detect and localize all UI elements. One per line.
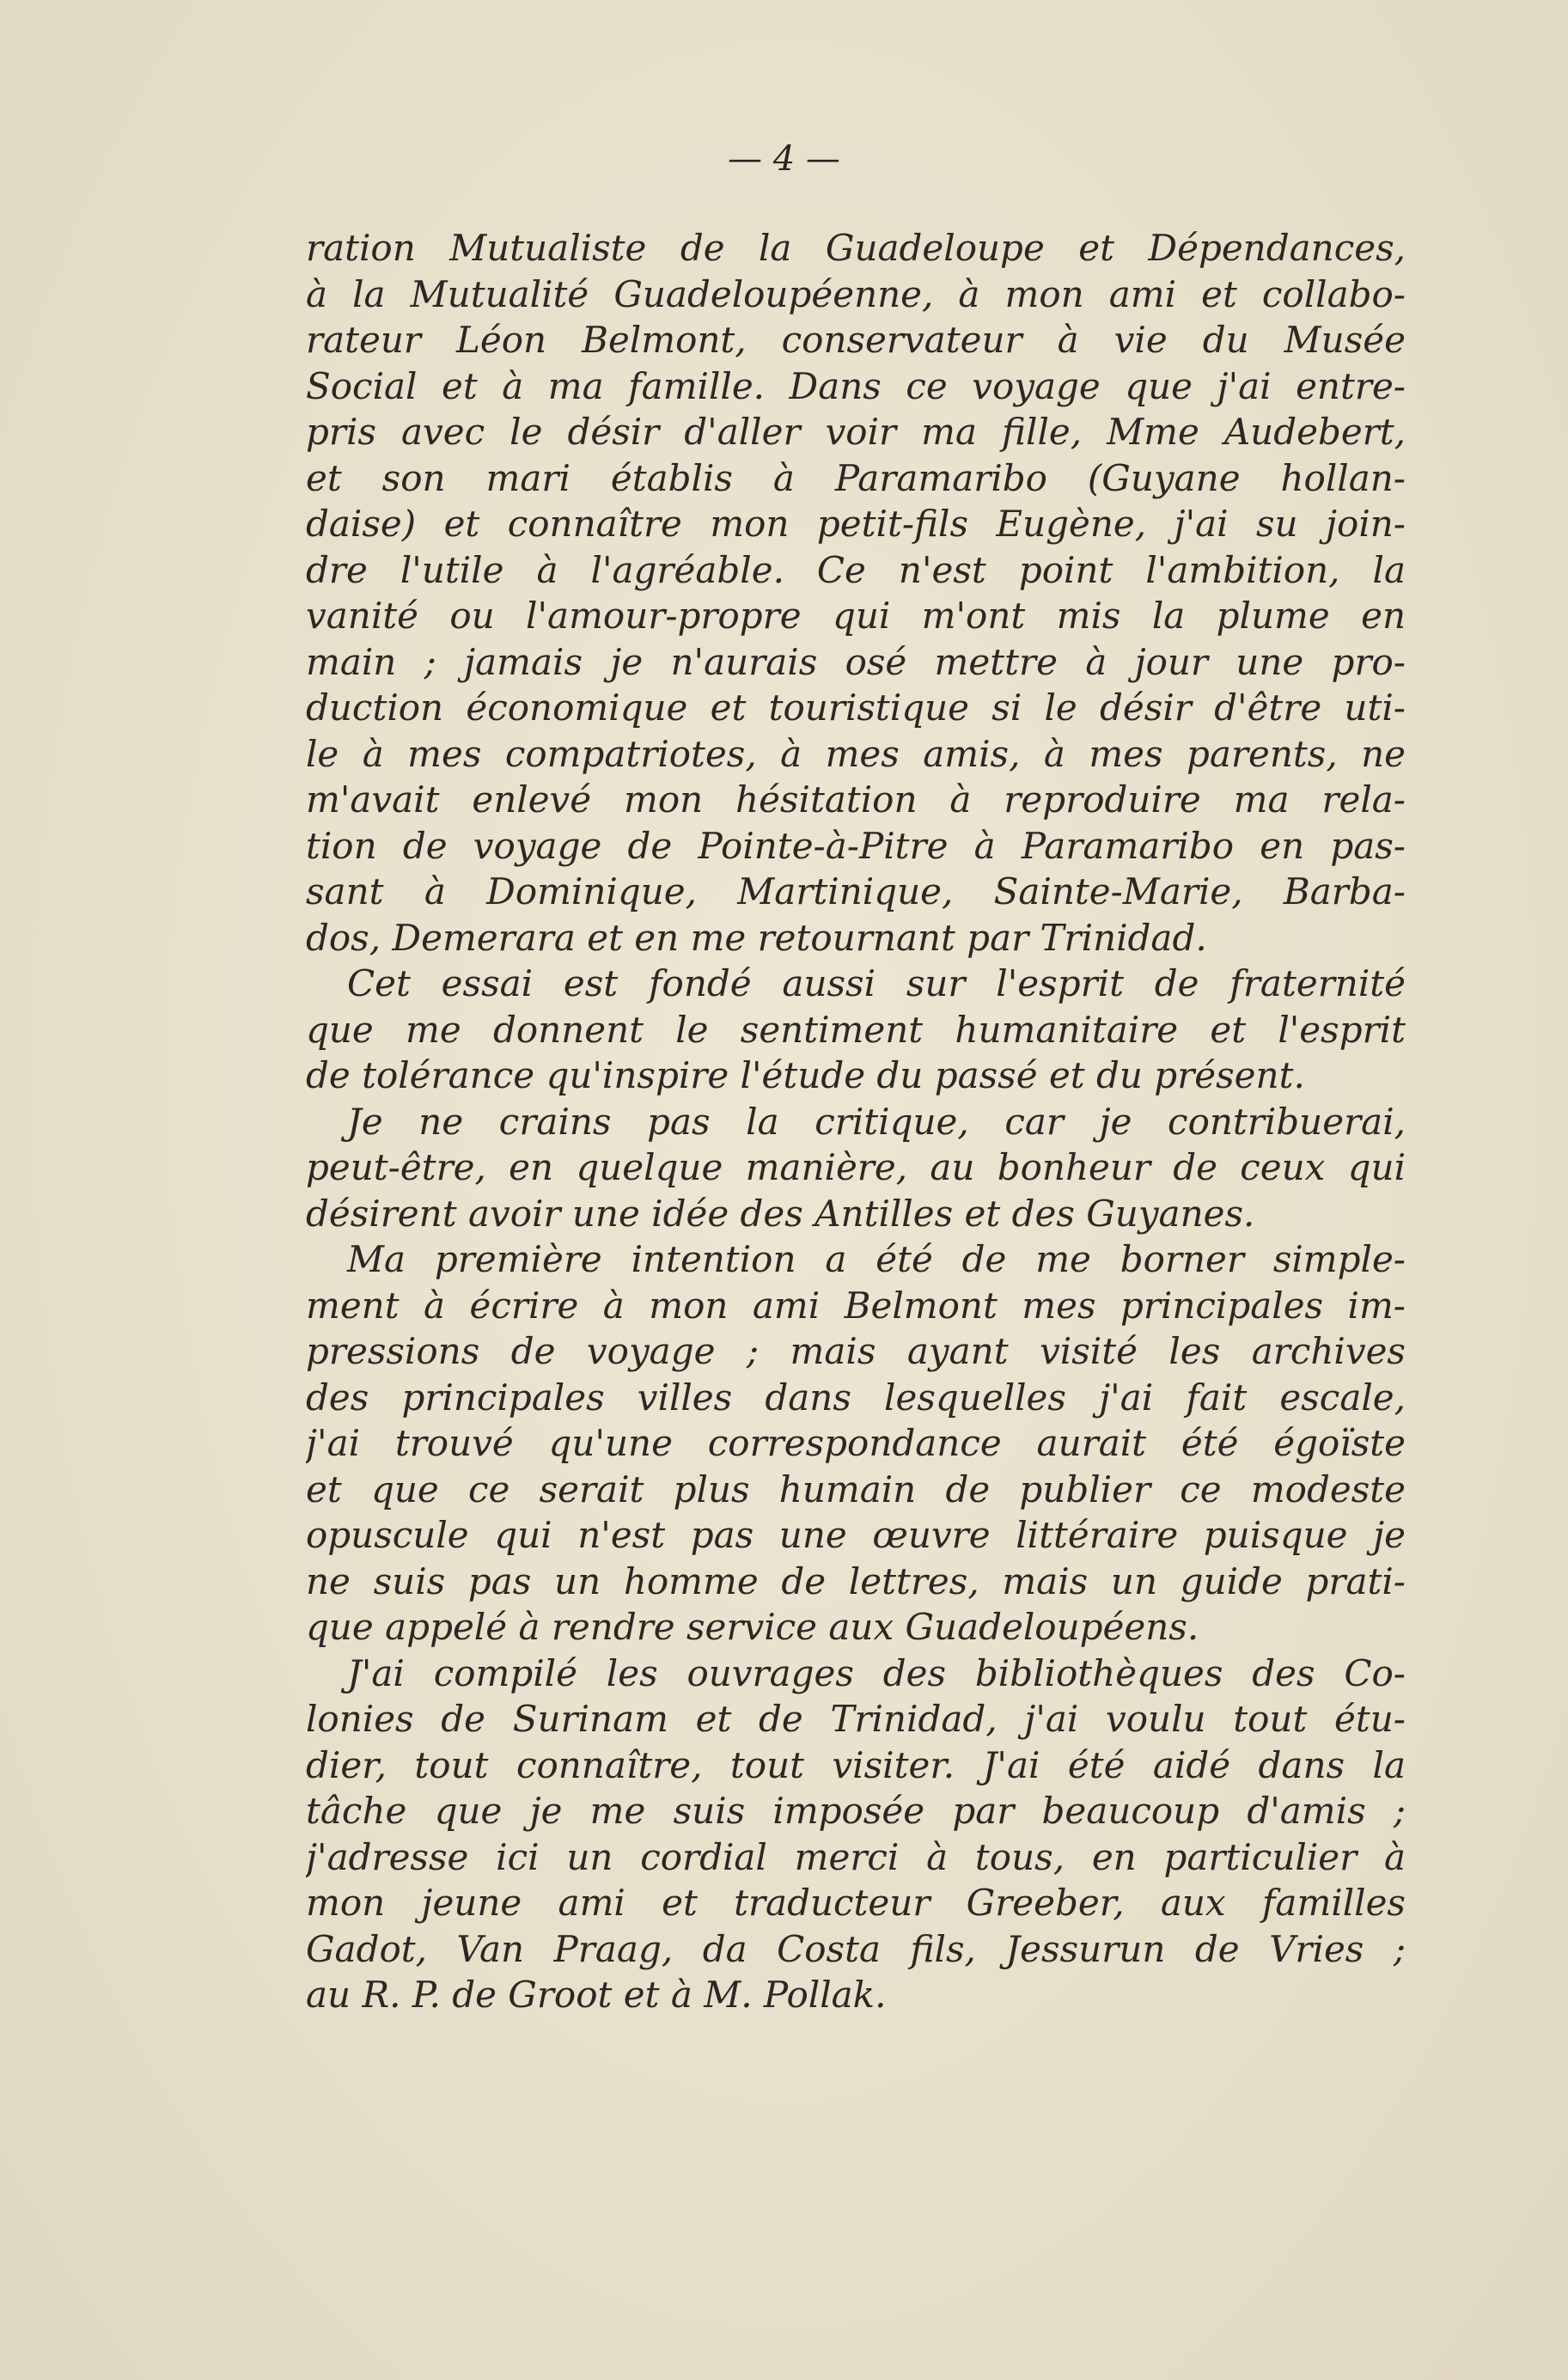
text-line: daise) et connaître mon petit-fils Eugène, j'ai su join- (306, 503, 1406, 545)
text-line: et que ce serait plus humain de publier ce modeste (306, 1468, 1406, 1510)
text-line: dre l'utile à l'agréable. Ce n'est point l'ambition, la (306, 548, 1406, 591)
text-line: pressions de voyage ; mais ayant visité les archives (306, 1330, 1406, 1372)
text-line: peut-être, en quelque manière, au bonheur de ceux qui (306, 1146, 1406, 1188)
text-line: rateur Léon Belmont, conservateur à vie du Musée (306, 319, 1406, 361)
text-line: des principales villes dans lesquelles j'ai fait escale, (306, 1376, 1406, 1419)
text-line: pris avec le désir d'aller voir ma fille, Mme Audebert, (306, 411, 1406, 453)
text-line: mon jeune ami et traducteur Greeber, aux familles (306, 1882, 1406, 1924)
text-line: j'ai trouvé qu'une correspondance aurait été égoïste (306, 1422, 1406, 1464)
paragraph-first-line: J'ai compilé les ouvrages des bibliothèques des Co- (347, 1651, 1406, 1694)
text-line: que me donnent le sentiment humanitaire et l'esprit (306, 1008, 1406, 1051)
text-line: lonies de Surinam et de Trinidad, j'ai voulu tout étu- (306, 1698, 1406, 1740)
text-line: duction économique et touristique si le désir d'être uti- (306, 687, 1406, 729)
text-line: main ; jamais je n'aurais osé mettre à jour une pro- (306, 640, 1406, 683)
text-line: ment à écrire à mon ami Belmont mes principales im- (306, 1284, 1406, 1327)
text-line: dier, tout connaître, tout visiter. J'ai été aidé dans la (306, 1743, 1406, 1786)
text-line: Gadot, Van Praag, da Costa fils, Jessurun de Vries ; (306, 1927, 1406, 1970)
text-line: ration Mutualiste de la Guadeloupe et Dépendances, (306, 227, 1406, 269)
paragraph-first-line: Cet essai est fondé aussi sur l'esprit de fraternité (347, 962, 1406, 1004)
text-line: que appelé à rendre service aux Guadeloupéens. (306, 1606, 1199, 1648)
text-line: dos, Demerara et en me retournant par Trinidad. (306, 916, 1207, 959)
paragraph-first-line: Ma première intention a été de me borner simple- (347, 1238, 1406, 1280)
text-line: le à mes compatriotes, à mes amis, à mes parents, ne (306, 732, 1406, 775)
text-line: à la Mutualité Guadeloupéenne, à mon ami et collabo- (306, 272, 1406, 315)
body-text (306, 225, 1406, 2018)
text-line: de tolérance qu'inspire l'étude du passé et du présent. (306, 1054, 1305, 1096)
page-number: — 4 — (728, 139, 840, 179)
text-line: vanité ou l'amour-propre qui m'ont mis la plume en (306, 595, 1406, 637)
text-line: tâche que je me suis imposée par beaucoup d'amis ; (306, 1790, 1406, 1832)
text-line: m'avait enlevé mon hésitation à reproduire ma rela- (306, 778, 1406, 821)
text-line: opuscule qui n'est pas une œuvre littéraire puisque je (306, 1514, 1406, 1556)
paragraph-first-line: Je ne crains pas la critique, car je contribuerai, (347, 1100, 1406, 1143)
text-line: ne suis pas un homme de lettres, mais un guide prati- (306, 1559, 1406, 1602)
text-line: Social et à ma famille. Dans ce voyage que j'ai entre- (306, 364, 1406, 407)
text-line: j'adresse ici un cordial merci à tous, en particulier à (306, 1835, 1406, 1878)
text-line: et son mari établis à Paramaribo (Guyane hollan- (306, 456, 1406, 499)
text-line: au R. P. de Groot et à M. Pollak. (306, 1974, 887, 2016)
text-line: désirent avoir une idée des Antilles et des Guyanes. (306, 1192, 1255, 1235)
text-line: tion de voyage de Pointe-à-Pitre à Paramaribo en pas- (306, 824, 1406, 867)
text-line: sant à Dominique, Martinique, Sainte-Marie, Barba- (306, 870, 1406, 912)
